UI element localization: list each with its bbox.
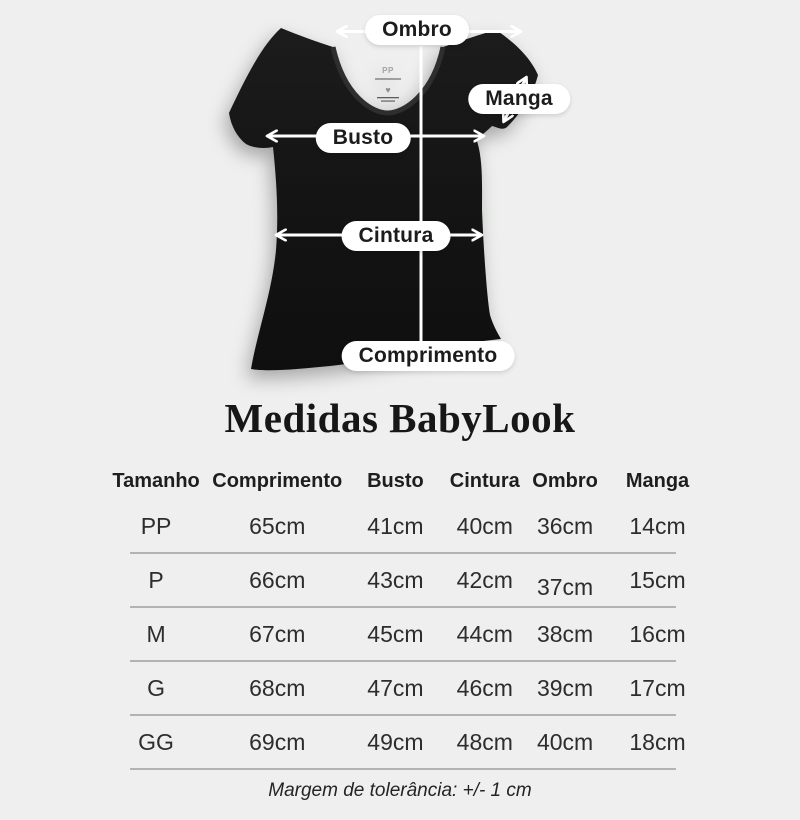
cell: 16cm [629,620,686,647]
cell: 67cm [249,620,306,647]
size-row-pp [100,500,706,552]
cell: 43cm [367,566,424,593]
tshirt-illustration [0,0,800,400]
cell: 37cm [536,573,594,600]
cell: GG [138,728,174,755]
cell: 36cm [536,512,594,539]
cintura-label: Cintura [342,221,451,251]
size-row-p [100,554,706,606]
tshirt-photo [0,0,800,400]
busto-label: Busto [316,123,411,153]
cell: 41cm [367,512,424,539]
cell: 48cm [456,728,513,755]
cell: 39cm [536,674,594,701]
cell: 15cm [629,566,686,593]
cell: 65cm [249,512,306,539]
tshirt-silhouette [229,28,538,370]
cell: 47cm [367,674,424,701]
size-row-gg [100,716,706,768]
cell: 45cm [367,620,424,647]
cell: 18cm [629,728,686,755]
ombro-label: Ombro [365,15,469,45]
column-header-comprimento: Comprimento [212,469,343,492]
tolerance-note: Margem de tolerância: +/- 1 cm [268,780,532,801]
table-header-row [100,462,706,500]
column-header-ombro: Ombro [532,469,598,492]
size-tag [375,66,401,102]
size-row-m [100,608,706,660]
row-divider [130,768,676,770]
cell: 44cm [456,620,513,647]
size-tag-text: PP [382,66,394,75]
cell: 68cm [249,674,306,701]
cell: PP [140,512,172,539]
cell: 38cm [536,620,594,647]
cell: 42cm [456,566,513,593]
cell: 49cm [367,728,424,755]
column-header-manga: Manga [625,469,690,492]
comprimento-label: Comprimento [342,341,515,371]
cell: 40cm [456,512,513,539]
cell: 46cm [456,674,513,701]
page-title: Medidas BabyLook [224,395,576,441]
size-table [100,462,706,770]
brand-heart-icon: ♥ [385,85,391,95]
cell: P [148,566,164,593]
manga-label: Manga [468,84,570,114]
cell: M [146,620,166,647]
cell: 69cm [249,728,306,755]
cell: G [147,674,165,701]
column-header-tamanho: Tamanho [112,469,200,492]
column-header-busto: Busto [367,469,424,492]
cell: 17cm [629,674,686,701]
column-header-cintura: Cintura [449,469,520,492]
size-row-g [100,662,706,714]
cell: 40cm [536,728,594,755]
cell: 14cm [629,512,686,539]
cell: 66cm [249,566,306,593]
